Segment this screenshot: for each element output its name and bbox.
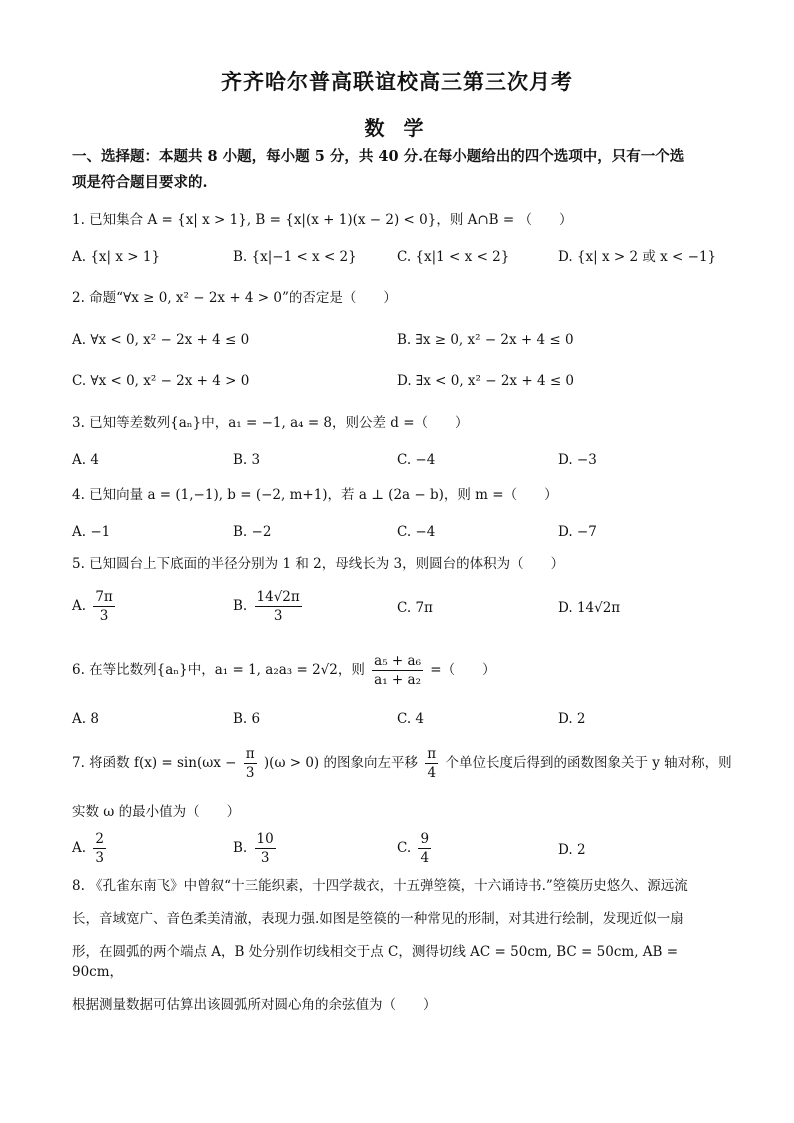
q2-option-d: D. ∃x < 0, x² − 2x + 4 ≤ 0 — [397, 373, 575, 389]
q7-option-c-denominator: 4 — [420, 850, 430, 866]
q5-option-b-fraction — [255, 588, 302, 625]
q3-option-b: B. 3 — [233, 452, 261, 468]
q5-option-c — [397, 598, 433, 618]
q7-option-c-fraction — [418, 830, 431, 867]
q3-option-a: A. 4 — [72, 452, 99, 468]
q5-option-a — [72, 588, 118, 625]
q7-option-a-numerator: 2 — [95, 831, 104, 847]
q7-option-b-label: B. — [233, 840, 248, 856]
subject-title: 数 学 — [364, 116, 430, 140]
q5-option-a-denominator: 3 — [99, 608, 109, 624]
instructions-line-1: 一、选择题：本题共 8 小题，每小题 5 分，共 40 分.在每小题给出的四个选项中，只有一个选 — [72, 148, 685, 165]
q5-option-b-denominator: 3 — [273, 608, 283, 624]
question-2-stem: 2. 命题“∀x ≥ 0, x² − 2x + 4 > 0”的否定是（ ） — [72, 290, 397, 306]
q7-option-a-label: A. — [72, 840, 87, 856]
q1-option-c: C. {x|1 < x < 2} — [397, 249, 510, 265]
exam-title: 齐齐哈尔普高联谊校高三第三次月考 — [221, 69, 573, 94]
q6-fraction-denominator: a₁ + a₂ — [374, 672, 421, 688]
q6-option-c: C. 4 — [397, 711, 425, 727]
q6-option-b: B. 6 — [233, 711, 261, 727]
question-7-stem-line-2: 实数 ω 的最小值为（ ） — [72, 804, 241, 820]
q7-option-a-denominator: 3 — [95, 850, 104, 866]
question-3-stem: 3. 已知等差数列{aₙ}中，a₁ = −1, a₄ = 8，则公差 d =（ ） — [72, 415, 469, 431]
q7-option-b — [233, 830, 279, 867]
q6-option-a: A. 8 — [72, 711, 99, 727]
q8-line-4: 根据测量数据可估算出该圆弧所对圆心角的余弦值为（ ） — [72, 997, 437, 1013]
q1-option-b: B. {x|−1 < x < 2} — [233, 249, 357, 265]
q7-option-b-denominator: 3 — [260, 850, 270, 866]
q7-option-c-label: C. — [397, 840, 412, 856]
q6-stem-after: =（ ） — [430, 662, 496, 678]
q5-option-b — [233, 588, 305, 625]
q8-line-3: 形，在圆弧的两个端点 A，B 处分别作切线相交于点 C，测得切线 AC = 50cm, BC = 50cm, AB = 90cm， — [72, 944, 679, 980]
q4-option-a: A. −1 — [72, 524, 111, 540]
q2-option-a: A. ∀x < 0, x² − 2x + 4 ≤ 0 — [72, 332, 250, 348]
q4-option-b: B. −2 — [233, 524, 272, 540]
q6-option-d: D. 2 — [558, 711, 586, 727]
q7-stem-before: 7. 将函数 f(x) = sin(ωx − — [72, 755, 237, 771]
q3-option-d: D. −3 — [558, 452, 597, 468]
question-1-stem: 1. 已知集合 A = {x| x > 1}, B = {x|(x + 1)(x − 2) < 0}，则 A∩B = （ ） — [72, 212, 573, 228]
q5-option-b-label: B. — [233, 598, 248, 614]
q8-line-2: 长，音域宽广、音色柔美清澈，表现力强.如图是箜篌的一种常见的形制，对其进行绘制，发现近似一扇 — [72, 911, 684, 927]
q7-option-a-fraction — [93, 830, 106, 867]
q5-option-c-text: 7π — [415, 600, 433, 616]
q7-option-a — [72, 830, 109, 867]
question-6-stem — [72, 652, 496, 689]
q4-option-d: D. −7 — [558, 524, 597, 540]
q7-stem-after: 个单位长度后得到的函数图象关于 y 轴对称，则 — [445, 755, 732, 771]
q6-fraction — [372, 652, 423, 689]
q5-option-a-numerator: 7π — [95, 589, 113, 605]
instructions-line-2: 项是符合题目要求的. — [72, 174, 208, 191]
q5-option-a-fraction — [93, 588, 114, 625]
q7-option-c — [397, 830, 434, 867]
q7-fraction-2-denominator: 4 — [427, 765, 437, 781]
q8-line-1: 8. 《孔雀东南飞》中曾叙“十三能织素，十四学裁衣，十五弹箜篌，十六诵诗书.”箜篌历史悠久、源远流 — [72, 878, 688, 894]
q5-option-d-text: 14√2π — [576, 600, 621, 616]
q5-option-d-label: D. — [558, 600, 573, 616]
q2-option-b: B. ∃x ≥ 0, x² − 2x + 4 ≤ 0 — [397, 332, 574, 348]
question-5-stem: 5. 已知圆台上下底面的半径分别为 1 和 2，母线长为 3，则圆台的体积为（ ） — [72, 556, 565, 572]
q6-stem-before: 6. 在等比数列{aₙ}中，a₁ = 1, a₂a₃ = 2√2，则 — [72, 662, 365, 678]
q2-option-c: C. ∀x < 0, x² − 2x + 4 > 0 — [72, 373, 250, 389]
q5-option-b-numerator: 14√2π — [256, 589, 300, 605]
q7-option-b-numerator: 10 — [256, 831, 274, 847]
q4-option-c: C. −4 — [397, 524, 436, 540]
q7-fraction-2-numerator: π — [427, 746, 437, 762]
q7-option-c-numerator: 9 — [420, 831, 430, 847]
q7-fraction-1-numerator: π — [245, 746, 255, 762]
q5-option-c-label: C. — [397, 600, 412, 616]
section-instructions — [72, 144, 732, 196]
q1-option-a: A. {x| x > 1} — [72, 249, 161, 265]
q5-option-a-label: A. — [72, 598, 87, 614]
q7-option-d — [558, 840, 586, 860]
q7-option-d-label: D. — [558, 842, 573, 858]
q7-fraction-2 — [425, 745, 438, 782]
question-8-stem — [72, 876, 722, 1015]
q7-option-b-fraction — [255, 830, 276, 867]
question-7-stem — [72, 745, 732, 782]
q7-fraction-1 — [244, 745, 257, 782]
q5-option-d — [558, 598, 620, 618]
q7-option-d-text: 2 — [576, 842, 586, 858]
question-4-stem: 4. 已知向量 a = (1,−1), b = (−2, m+1)，若 a ⊥ (2a − b)，则 m =（ ） — [72, 487, 558, 503]
q1-option-d: D. {x| x > 2 或 x < −1} — [558, 249, 717, 265]
q7-stem-mid: )(ω > 0) 的图象向左平移 — [263, 755, 418, 771]
q3-option-c: C. −4 — [397, 452, 436, 468]
q7-fraction-1-denominator: 3 — [245, 765, 255, 781]
q6-fraction-numerator: a₅ + a₆ — [374, 653, 421, 669]
